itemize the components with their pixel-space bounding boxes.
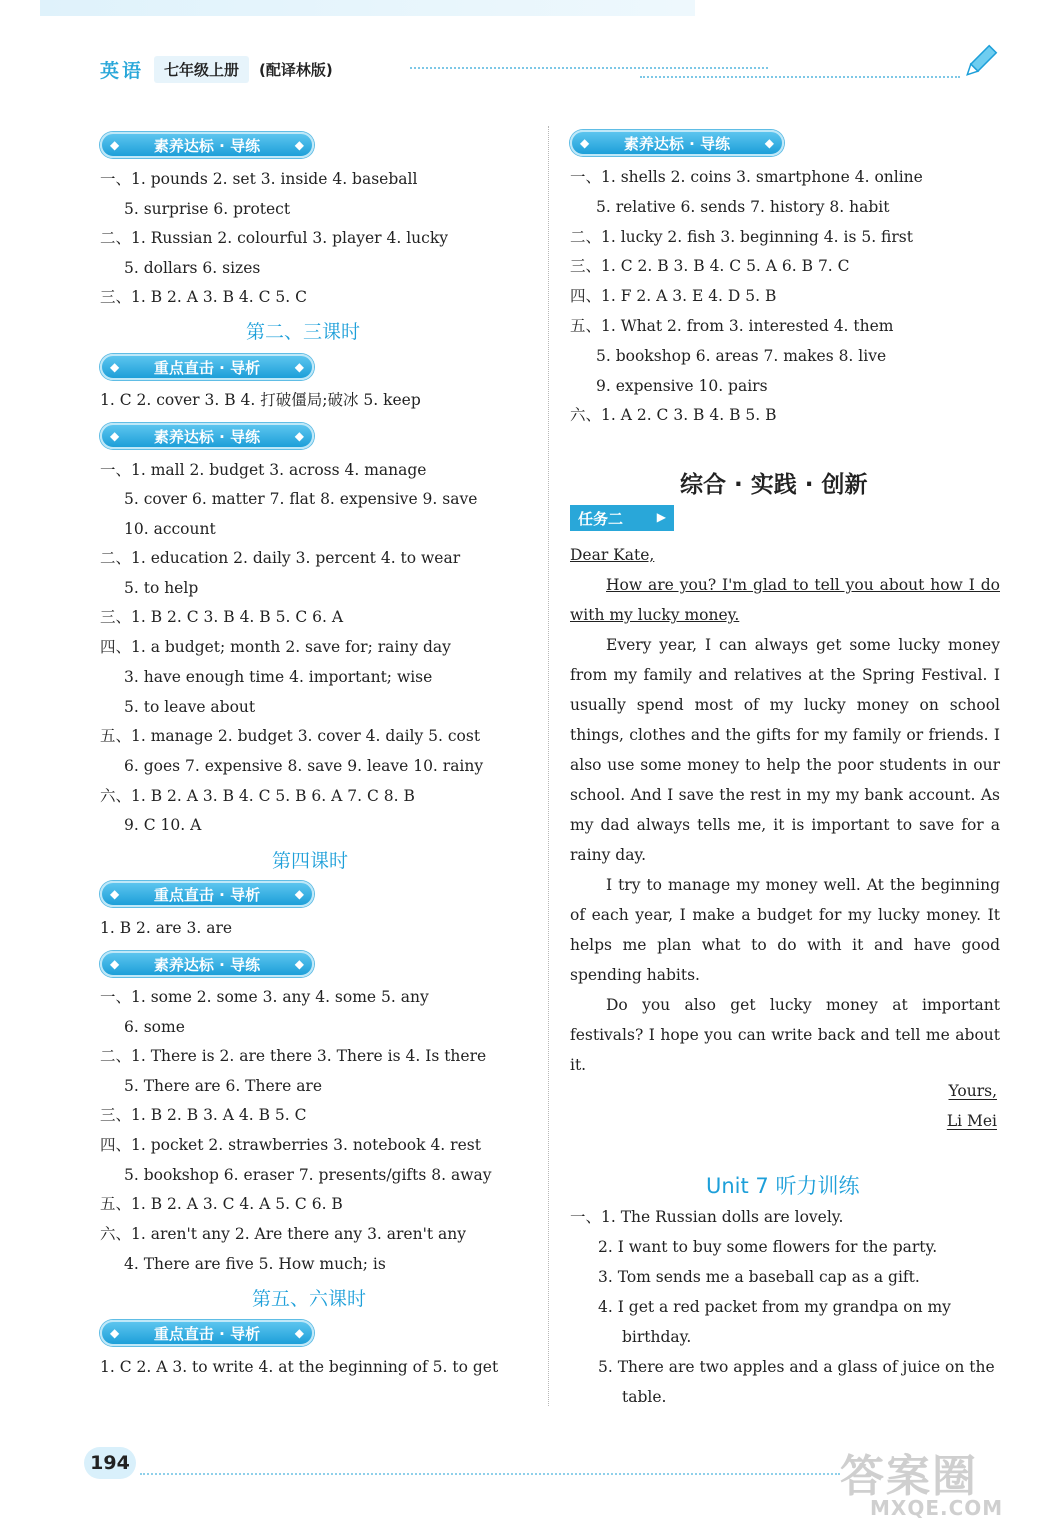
task-tab bbox=[570, 505, 674, 531]
answer-line: 1. C 2. cover 3. B 4. 打破僵局;破冰 5. keep bbox=[100, 391, 421, 409]
answer-line: 9. C 10. A bbox=[124, 816, 202, 834]
answer-line: 5. to leave about bbox=[124, 698, 256, 716]
badge-suyang-practice bbox=[100, 423, 314, 449]
letter-body bbox=[570, 540, 1000, 1080]
answer-line: 二、1. Russian 2. colourful 3. player 4. lucky bbox=[100, 229, 448, 247]
letter-paragraph-4: Do you also get lucky money at important festivals? I hope you can write back and tell me about it. bbox=[570, 996, 1000, 1074]
diamond-icon: ◆ bbox=[110, 957, 120, 971]
answer-line: 三、1. C 2. B 3. B 4. C 5. A 6. B 7. C bbox=[570, 257, 850, 275]
answer-line: 5. cover 6. matter 7. flat 8. expensive 9. save bbox=[124, 490, 478, 508]
answer-line: 四、1. pocket 2. strawberries 3. notebook 4. rest bbox=[100, 1136, 481, 1154]
answer-line: 1. B 2. are 3. are bbox=[100, 919, 233, 937]
letter-greeting: Dear Kate, bbox=[570, 546, 655, 564]
answer-line: 二、1. education 2. daily 3. percent 4. to wear bbox=[100, 549, 461, 567]
badge-suyang-practice bbox=[570, 130, 784, 156]
answer-line: 六、1. aren't any 2. Are there any 3. aren't any bbox=[100, 1225, 466, 1243]
answer-line: 五、1. B 2. A 3. C 4. A 5. C 6. B bbox=[100, 1195, 343, 1213]
letter-paragraph-2: Every year, I can always get some lucky money from my family and relatives at the Spring Festival. I usually spend most of my lucky money on school things, clothes and the gifts for my family or friends. I also use some money to help the poor students in our school. And I save the rest in my my bank account. As my dad always tells me, it is important to save for a rainy day. bbox=[570, 636, 1000, 864]
answer-line: 二、1. lucky 2. fish 3. beginning 4. is 5. first bbox=[570, 228, 913, 246]
diamond-icon: ◆ bbox=[294, 138, 304, 152]
answer-line: 三、1. B 2. C 3. B 4. B 5. C 6. A bbox=[100, 608, 344, 626]
footer-dotted-line bbox=[140, 1473, 840, 1475]
badge-suyang-practice bbox=[100, 951, 314, 977]
answer-line: 5. dollars 6. sizes bbox=[124, 259, 261, 277]
letter-closing: Yours, bbox=[948, 1082, 997, 1100]
letter-paragraph-1: How are you? I'm glad to tell you about how I do with my lucky money. bbox=[570, 576, 1000, 624]
answer-line: 五、1. manage 2. budget 3. cover 4. daily 5. cost bbox=[100, 727, 481, 745]
answer-line: 6. goes 7. expensive 8. save 9. leave 10. rainy bbox=[124, 757, 484, 775]
answer-line: 3. have enough time 4. important; wise bbox=[124, 668, 433, 686]
answer-line: 5. surprise 6. protect bbox=[124, 200, 291, 218]
answer-line: 5. relative 6. sends 7. history 8. habit bbox=[596, 198, 890, 216]
answer-line: 5. bookshop 6. areas 7. makes 8. live bbox=[596, 347, 887, 365]
header-subject: 英语 bbox=[100, 59, 145, 82]
letter-paragraph-3: I try to manage my money well. At the beginning of each year, I make a budget for my lucky money. It helps me plan what to do with it and have good spending habits. bbox=[570, 876, 1000, 984]
diamond-icon: ◆ bbox=[294, 429, 304, 443]
answer-line: 五、1. What 2. from 3. interested 4. them bbox=[570, 317, 894, 335]
diamond-icon: ◆ bbox=[110, 1326, 120, 1340]
answer-line: 1. C 2. A 3. to write 4. at the beginning of 5. to get bbox=[100, 1358, 499, 1376]
listening-sentence: 3. Tom sends me a baseball cap as a gift. bbox=[598, 1268, 920, 1286]
answer-line: 9. expensive 10. pairs bbox=[596, 377, 768, 395]
listening-sentence: 4. I get a red packet from my grandpa on my bbox=[598, 1298, 951, 1316]
header-edition: (配译林版) bbox=[259, 60, 333, 79]
play-triangle-icon: ▶ bbox=[656, 510, 666, 524]
top-decoration-strip bbox=[40, 0, 695, 16]
letter-signature: Li Mei bbox=[946, 1112, 997, 1130]
listening-sentence: table. bbox=[622, 1388, 667, 1406]
lesson-title: 第二、三课时 bbox=[246, 321, 361, 343]
answer-line: 一、1. mall 2. budget 3. across 4. manage bbox=[100, 461, 427, 479]
diamond-icon: ◆ bbox=[294, 360, 304, 374]
badge-key-points bbox=[100, 354, 314, 380]
answer-line: 一、1. pounds 2. set 3. inside 4. baseball bbox=[100, 170, 418, 188]
diamond-icon: ◆ bbox=[110, 138, 120, 152]
lesson-title: 第四课时 bbox=[272, 850, 349, 872]
badge-label: 素养达标 · 导练 bbox=[623, 134, 731, 153]
header-book: 七年级上册 bbox=[154, 56, 249, 83]
answer-line: 四、1. F 2. A 3. E 4. D 5. B bbox=[570, 287, 777, 305]
watermark-url: MXQE.COM bbox=[870, 1496, 1004, 1520]
answer-line: 4. There are five 5. How much; is bbox=[124, 1255, 386, 1273]
diamond-icon: ◆ bbox=[110, 429, 120, 443]
watermark-logo bbox=[840, 1440, 1004, 1520]
task-tab-label: 任务二 bbox=[578, 509, 624, 528]
answer-line: 六、1. B 2. A 3. B 4. C 5. B 6. A 7. C 8. B bbox=[100, 787, 415, 805]
header-dotted-line-lower bbox=[640, 76, 960, 78]
answer-line: 六、1. A 2. C 3. B 4. B 5. B bbox=[570, 406, 777, 424]
badge-label: 素养达标 · 导练 bbox=[153, 427, 261, 446]
pencil-icon bbox=[960, 42, 1000, 82]
badge-label: 重点直击 · 导析 bbox=[153, 885, 261, 904]
section-heading-practice: 综合 · 实践 · 创新 bbox=[680, 472, 868, 498]
watermark-text: 答案圈 bbox=[840, 1451, 978, 1502]
answer-line: 三、1. B 2. B 3. A 4. B 5. C bbox=[100, 1106, 307, 1124]
badge-key-points bbox=[100, 881, 314, 907]
answer-line: 5. There are 6. There are bbox=[124, 1077, 323, 1095]
lesson-title: 第五、六课时 bbox=[252, 1288, 367, 1310]
listening-sentence: 一、1. The Russian dolls are lovely. bbox=[570, 1208, 844, 1226]
answer-line: 6. some bbox=[124, 1018, 185, 1036]
diamond-icon: ◆ bbox=[294, 1326, 304, 1340]
diamond-icon: ◆ bbox=[110, 360, 120, 374]
answer-line: 一、1. some 2. some 3. any 4. some 5. any bbox=[100, 988, 429, 1006]
badge-label: 素养达标 · 导练 bbox=[153, 136, 261, 155]
unit-listening-title: Unit 7 听力训练 bbox=[706, 1174, 860, 1198]
page-number: 194 bbox=[84, 1447, 136, 1479]
listening-sentence: 2. I want to buy some flowers for the party. bbox=[598, 1238, 938, 1256]
column-divider bbox=[548, 126, 549, 1406]
badge-key-points bbox=[100, 1320, 314, 1346]
answer-line: 三、1. B 2. A 3. B 4. C 5. C bbox=[100, 288, 307, 306]
answer-line: 10. account bbox=[124, 520, 216, 538]
diamond-icon: ◆ bbox=[294, 957, 304, 971]
listening-sentence: 5. There are two apples and a glass of juice on the bbox=[598, 1358, 995, 1376]
badge-label: 重点直击 · 导析 bbox=[153, 1324, 261, 1343]
header-dotted-line bbox=[410, 67, 768, 69]
badge-suyang-practice bbox=[100, 132, 314, 158]
answer-line: 5. bookshop 6. eraser 7. presents/gifts 8. away bbox=[124, 1166, 492, 1184]
answer-line: 二、1. There is 2. are there 3. There is 4. Is there bbox=[100, 1047, 487, 1065]
diamond-icon: ◆ bbox=[294, 887, 304, 901]
badge-label: 重点直击 · 导析 bbox=[153, 358, 261, 377]
badge-label: 素养达标 · 导练 bbox=[153, 955, 261, 974]
diamond-icon: ◆ bbox=[764, 136, 774, 150]
answer-line: 四、1. a budget; month 2. save for; rainy day bbox=[100, 638, 451, 656]
page-header bbox=[100, 52, 333, 86]
answer-line: 一、1. shells 2. coins 3. smartphone 4. online bbox=[570, 168, 923, 186]
diamond-icon: ◆ bbox=[580, 136, 590, 150]
answer-line: 5. to help bbox=[124, 579, 199, 597]
listening-sentence: birthday. bbox=[622, 1328, 692, 1346]
diamond-icon: ◆ bbox=[110, 887, 120, 901]
